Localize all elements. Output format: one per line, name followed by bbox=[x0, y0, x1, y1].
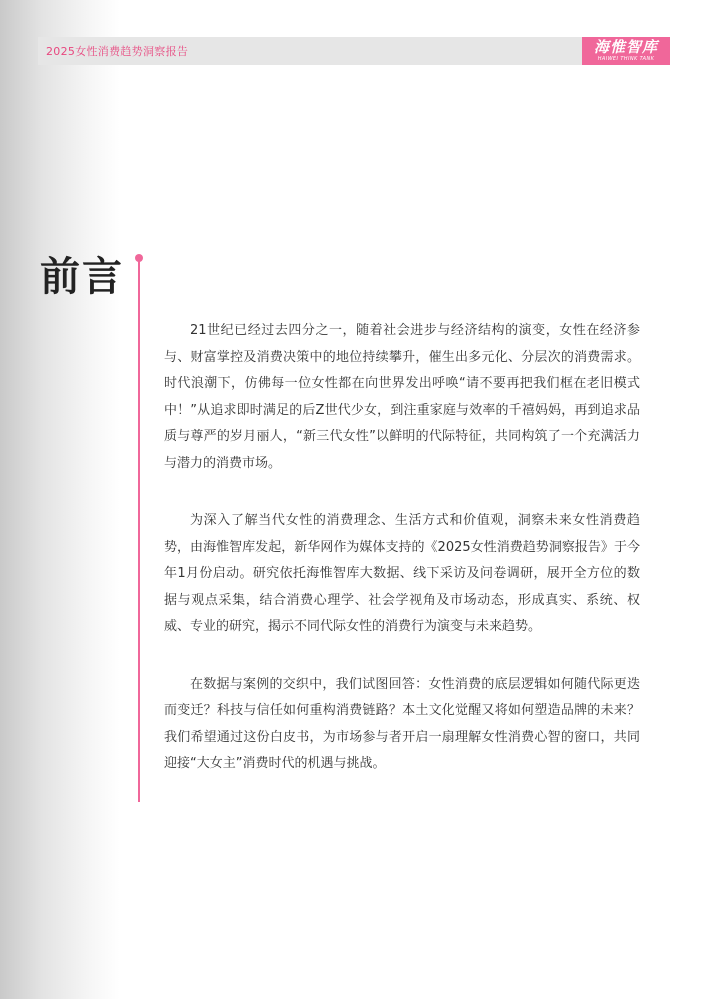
brand-logo-sub: HAIWEI THINK TANK bbox=[597, 56, 655, 62]
paragraph-1: 21世纪已经过去四分之一，随着社会进步与经济结构的演变，女性在经济参与、财富掌控及消费决策中的地位持续攀升，催生出多元化、分层次的消费需求。时代浪潮下，仿佛每一位女性都在向世界发出呼唤“请不要再把我们框在老旧模式中！”从追求即时满足的后Z世代少女，到注重家庭与效率的千禧妈妈，再到追求品质与尊严的岁月丽人，“新三代女性”以鲜明的代际特征，共同构筑了一个充满活力与潜力的消费市场。 bbox=[164, 323, 640, 471]
accent-line bbox=[138, 260, 140, 802]
preface-content bbox=[164, 318, 640, 809]
paragraph-2: 为深入了解当代女性的消费理念、生活方式和价值观，洞察未来女性消费趋势，由海惟智库发起，新华网作为媒体支持的《2025女性消费趋势洞察报告》于今年1月份启动。研究依托海惟智库大数据、线下采访及问卷调研，展开全方位的数据与观点采集，结合消费心理学、社会学视角及市场动态，形成真实、系统、权威、专业的研究，揭示不同代际女性的消费行为演变与未来趋势。 bbox=[164, 513, 640, 634]
section-heading: 前言 bbox=[40, 254, 124, 300]
paragraph-3: 在数据与案例的交织中，我们试图回答：女性消费的底层逻辑如何随代际更迭而变迁？科技与信任如何重构消费链路？本土文化觉醒又将如何塑造品牌的未来？我们希望通过这份白皮书，为市场参与者开启一扇理解女性消费心智的窗口，共同迎接“大女主”消费时代的机遇与挑战。 bbox=[164, 676, 640, 771]
report-title: 2025女性消费趋势洞察报告 bbox=[46, 45, 189, 58]
brand-logo bbox=[582, 37, 670, 65]
brand-logo-main: 海惟智库 bbox=[593, 38, 658, 56]
page-side-shade bbox=[0, 0, 120, 999]
